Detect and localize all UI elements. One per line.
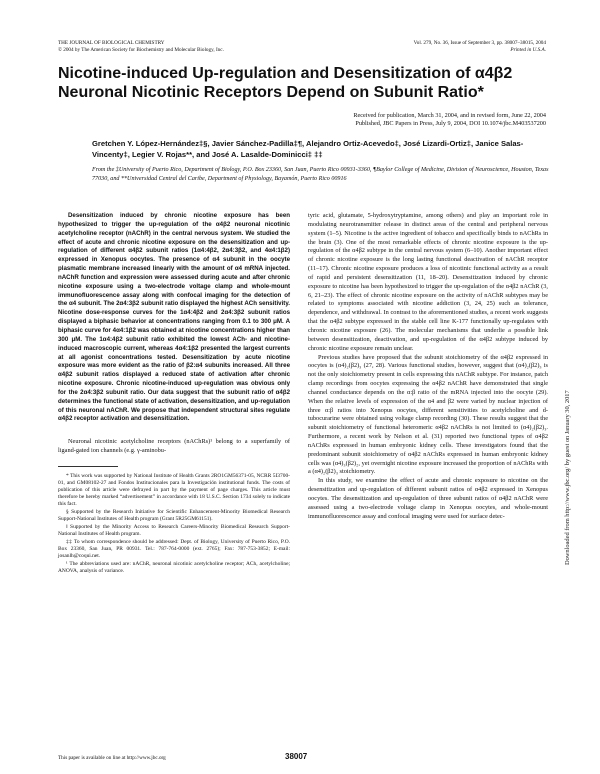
body-paragraph: tyric acid, glutamate, 5-hydroxytryptamine, among others) and play an important role in modulating neurotransmitter release in distinct areas of the central and peripheral nervous system (1–5). Nicotine is the active ingredient of tobacco and specifically binds to nAChRs in the brain (3). One of the most remarkable effects of chronic nicotine exposure is the up-regulation of the α4β2 subtype in the central nervous system (6–10). Another important effect of chronic nicotine exposure is the long lasting functional deactivation of nAChR receptor (11–17). Chronic nicotine exposure produces a loss of nicotinic functional activity as a result of rapid and persistent desensitization (11, 18–20). Desensitization induced by chronic exposure to nicotine has been hypothesized to trigger the up-regulation of the α4β2 nAChR (3, 6, 21–23). The effect of chronic nicotine exposure on the activity of nAChR subtypes may be related to symptoms associated with nicotine addiction (3, 24, 25) such as tolerance, dependence, and withdrawal. In contrast to the aforementioned studies, a recent work suggests that the α4β2 subtype expressed in the stable cell line K-177 functionally up-regulates with chronic nicotine exposure (26). The molecular mechanisms that underlie a possible link between desensitization, deactivation, and up-regulation of the α4β2 subtype induced by chronic nicotine exposure remain unclear. <box>308 212 548 352</box>
download-link-text[interactable]: Downloaded from http://www.jbc.org/ by guest on January 30, 2017 <box>564 390 571 565</box>
right-column <box>308 212 548 522</box>
footer-url: This paper is available on line at http://www.jbc.org <box>58 755 166 761</box>
body-paragraph: In this study, we examine the effect of acute and chronic exposure to nicotine on the desensitization and up-regulation of different subunit ratios of α4β2 expressed in Xenopus oocytes. The desensitization and up-regulation of three subunit ratios of α4β2 nAChR were assessed using a two-electrode voltage clamp in Xenopus oocytes, and whole-mount immunofluorescence assay and confocal imaging were used for surface detec- <box>308 477 548 520</box>
published-line: Published, JBC Papers in Press, July 9, 2004, DOI 10.1074/jbc.M403537200 <box>355 120 546 127</box>
issue-header <box>414 40 546 54</box>
body-paragraph: Previous studies have proposed that the subunit stoichiometry of the α4β2 expressed in oocytes is (α4)₂(β2)₃ (27, 28). Various functional studies, however, suggest that (α4)₂(β2)₃ is not the only stoichiometry present in cells expressing this nAChR subtype. For instance, patch clamp recordings from oocytes expressing the α4β2 nAChR have demonstrated that single channel conductance depends on the α:β ratio of the mRNA injected into the oocyte (29). When the relative levels of expression of the α4 and β2 were varied by nuclear injection of three α:β ratios into Xenopus oocytes, different sensitivities to acetylcholine and d-tubocurarine were obtained using voltage clamp recording (30). These results suggest that the subunit stoichiometry of functional heteromeric α4β2 nAChRs is not limited to (α4)₂(β2)₃. Furthermore, a recent work by Nelson et al. (31) reported two functional types of α4β2 nAChRs expressed in human embryonic kidney cells. These investigators found that the predominant subunit stoichiometry of α4β2 nAChRs expressed in human embryonic kidney cells was (α4)₃(β2)₂, yet overnight nicotine exposure increased the proportion of nAChRs with a (α4)₂(β2)₃ stoichiometry. <box>308 353 548 476</box>
received-line: Received for publication, March 31, 2004, and in revised form, June 22, 2004 <box>353 112 546 119</box>
footnote: § Supported by the Research Initiative for Scientific Enhancement-Minority Biomedical Research Support-National Institutes of Health program (Grant 5R25GM61151). <box>58 508 290 522</box>
publication-dates <box>146 112 546 128</box>
journal-name: THE JOURNAL OF BIOLOGICAL CHEMISTRY <box>58 40 165 46</box>
page-number: 38007 <box>285 752 308 761</box>
author-list: Gretchen Y. López-Hernández‡§, Javier Sánchez-Padilla‡¶, Alejandro Ortiz-Acevedo‡, José Lizardi-Ortiz‡, Janice Salas-Vincenty‡, Legier V. Rojas**, and José A. Lasalde-Dominicci‡ ‡‡ <box>92 139 524 159</box>
footnote: * This work was supported by National Institute of Health Grants 2RO1GM56371-05, NCRR 5I3700-01, and GM08102-27 and Fondos Institucionales para la Investigación institutional funds. The costs of publication of this article were defrayed in part by the payment of page charges. This article must therefore be hereby marked “advertisement” in accordance with 18 U.S.C. Section 1734 solely to indicate this fact. <box>58 472 290 507</box>
footnote: ‡‡ To whom correspondence should be addressed: Dept. of Biology, University of Puerto Rico, P.O. Box 23360, San Juan, PR 00931. Tel.: 787-764-0000 (ext. 2765); Fax: 787-753-3852; E-mail: josanlh@coqui.net. <box>58 538 290 559</box>
copyright-line: © 2004 by The American Society for Biochemistry and Molecular Biology, Inc. <box>58 47 224 53</box>
footnote-divider <box>58 466 118 467</box>
footnote: ‖ Supported by the Minority Access to Research Careers-Minority Biomedical Research Support-National Institutes of Health program. <box>58 523 290 537</box>
journal-header <box>58 40 224 54</box>
left-column <box>58 212 290 576</box>
footnote: ¹ The abbreviations used are: nAChR, neuronal nicotinic acetylcholine receptor; ACh, acetylcholine; ANOVA, analysis of variance. <box>58 560 290 574</box>
abstract: Desensitization induced by chronic nicotine exposure has been hypothesized to trigger the up-regulation of the α4β2 neuronal nicotinic acetylcholine receptor (nAChR) in the central nervous system. We studied the effect of acute and chronic nicotine exposure on the desensitization and up-regulation of different α4β2 subunit ratios (1α4:4β2, 2α4:3β2, and 4α4:1β2) expressed in Xenopus oocytes. The presence of α4 subunit in the oocyte plasmatic membrane increased linearly with the amount of α4 mRNA injected. nAChR function and expression were assessed during acute and after chronic nicotine exposure using a two-electrode voltage clamp and whole-mount immunofluorescence assay along with confocal imaging for the detection of the α4 subunit. The 2α4:3β2 subunit ratio displayed the highest ACh sensitivity. Nicotine dose-response curves for the 1α4:4β2 and 2α4:3β2 subunit ratios displayed a biphasic behavior at concentrations ranging from 0.1 to 300 μM. A biphasic curve for 4α4:1β2 was obtained at nicotine concentrations higher than 300 μM. The 1α4:4β2 subunit ratio exhibited the lowest ACh- and nicotine-induced macroscopic current, whereas 4α4:1β2 presented the largest currents at all agonist concentrations tested. Desensitization by acute nicotine exposure was more evident as the ratio of β2:α4 subunits increased. All three α4β2 subunit ratios displayed a reduced state of activation after chronic nicotine exposure. Chronic nicotine-induced up-regulation was obvious only for the 2α4:3β2 subunit ratio. Our data suggest that the subunit ratio of α4β2 determines the functional state of activation, desensitization, and up-regulation of this neuronal nAChR. We propose that independent structural sites regulate α4β2 receptor activation and desensitization. <box>58 212 290 423</box>
download-watermark <box>564 165 578 565</box>
affiliations: From the ‡University of Puerto Rico, Department of Biology, P.O. Box 23360, San Juan, Puerto Rico 00931-3360, ¶Baylor College of Medicine, Division of Neuroscience, Houston, Texas 77030, and **Universidad Central del Caribe, Department of Physiology, Bayamón, Puerto Rico 00916 <box>92 167 549 183</box>
article-title: Nicotine-induced Up-regulation and Desensitization of α4β2 Neuronal Nicotinic Receptors Depend on Subunit Ratio* <box>58 65 513 101</box>
printed-line: Printed in U.S.A. <box>510 47 546 53</box>
volume-line: Vol. 279, No. 36, Issue of September 3, pp. 38007–38015, 2004 <box>413 40 546 46</box>
intro-paragraph: Neuronal nicotinic acetylcholine receptors (nAChRs)¹ belong to a superfamily of ligand-gated ion channels (e.g. γ-aminobu- <box>58 438 290 455</box>
